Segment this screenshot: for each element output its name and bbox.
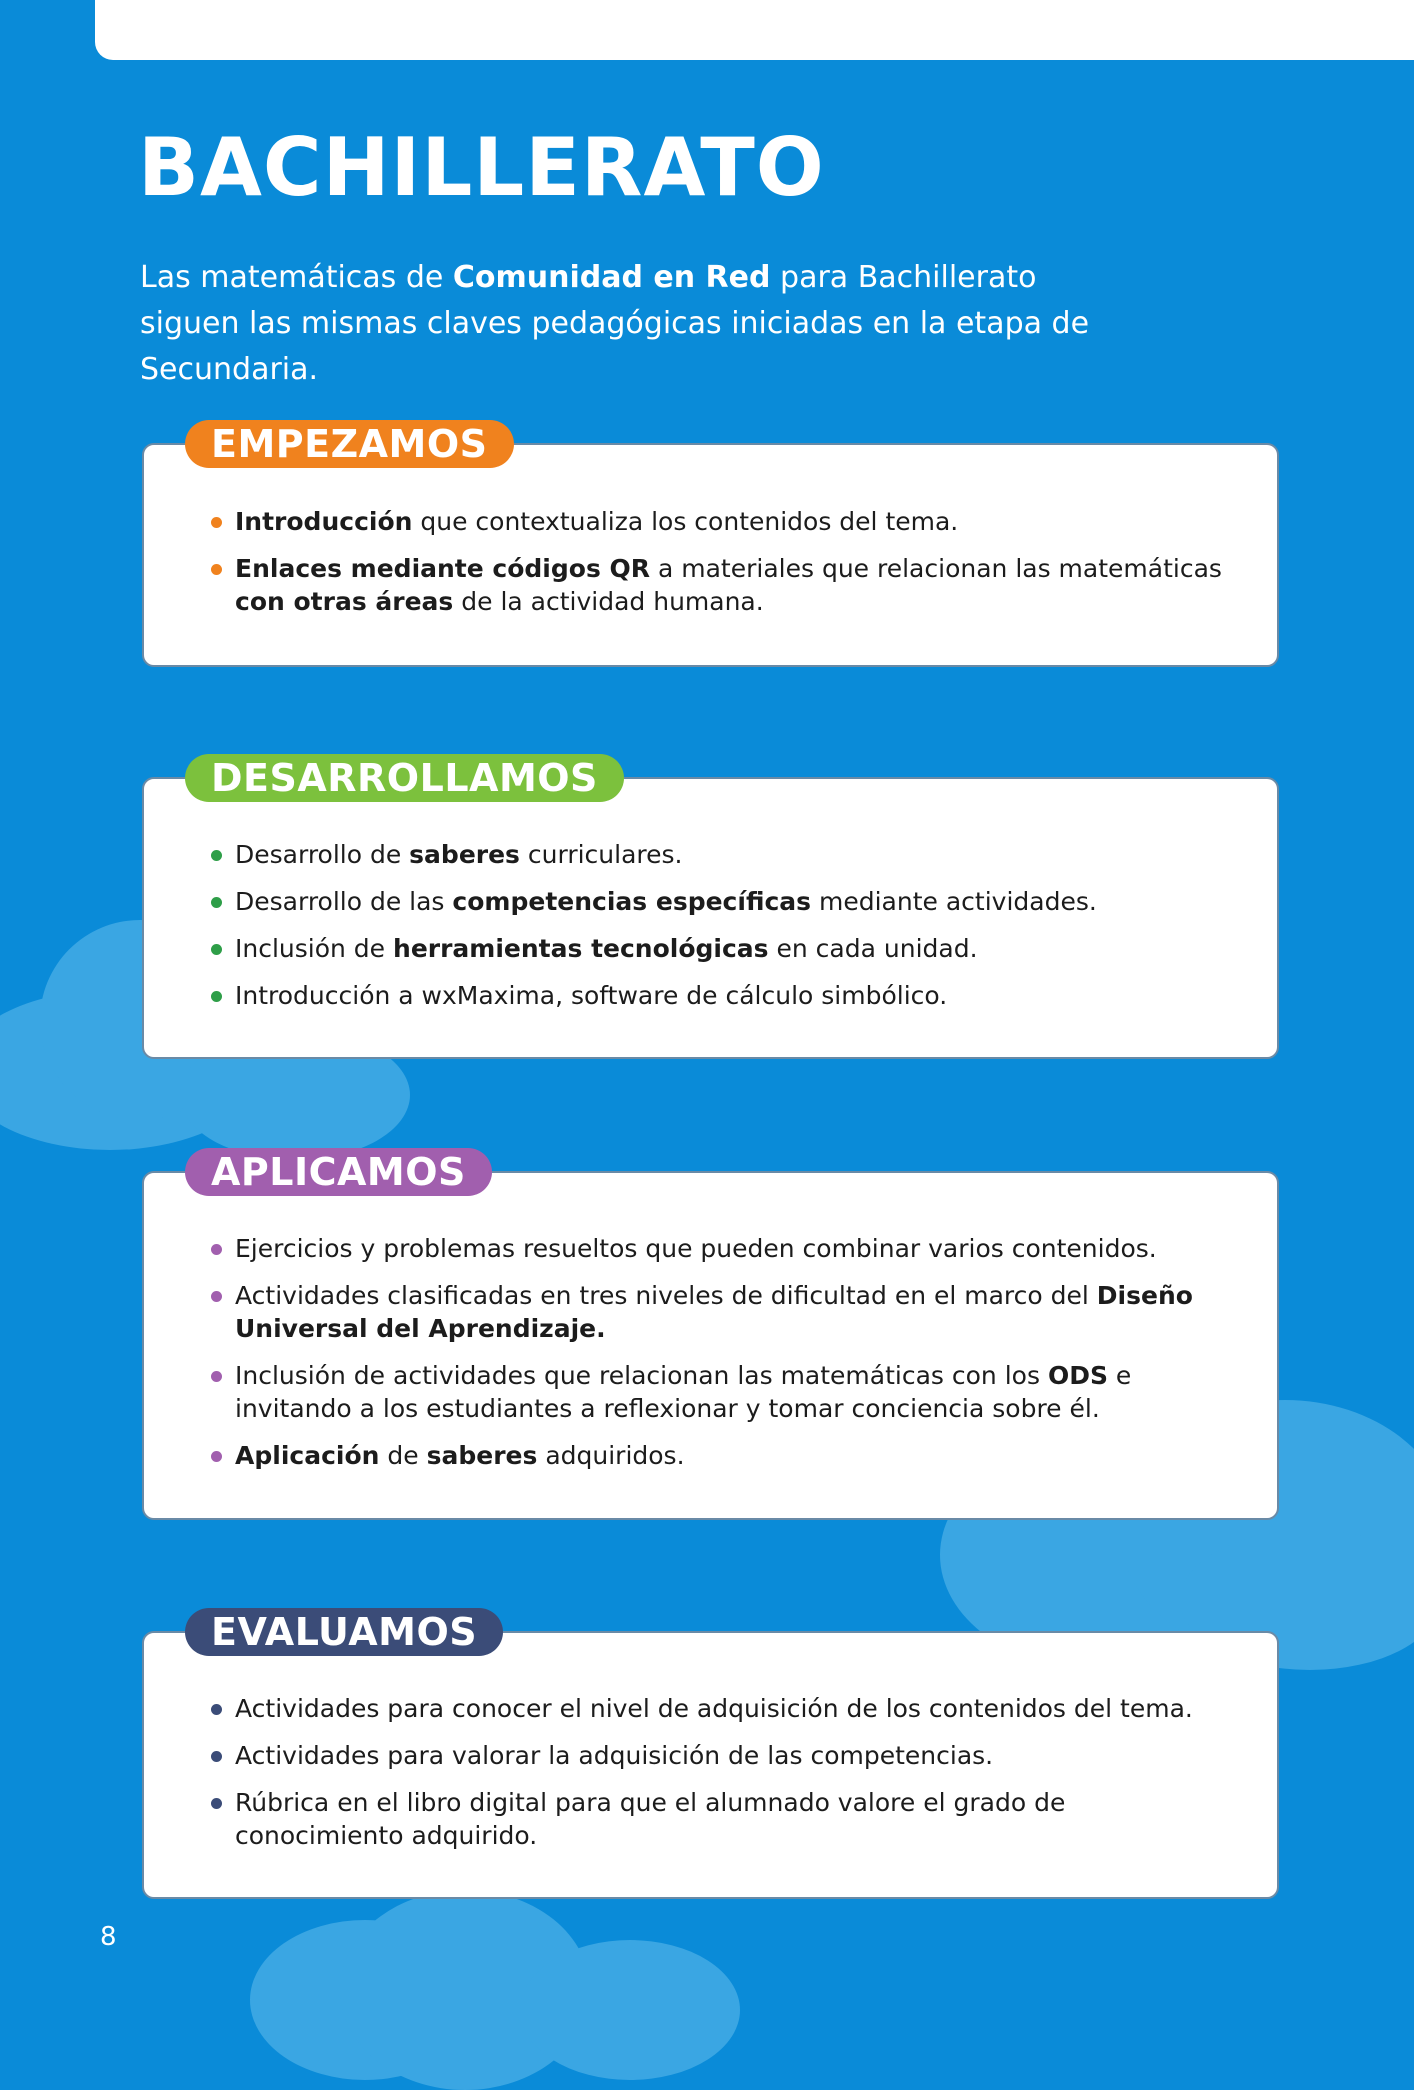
bullet-icon: [211, 517, 222, 528]
list-item: Inclusión de herramientas tecnológicas en cada unidad.: [235, 932, 1235, 965]
list-empezamos: [235, 505, 1235, 632]
list-item: Enlaces mediante códigos QR a materiales que relacionan las matemáticas con otras áreas de la actividad humana.: [235, 552, 1235, 618]
bullet-icon: [211, 564, 222, 575]
list-item: Actividades clasificadas en tres niveles de dificultad en el marco del Diseño Universal del Aprendizaje.: [235, 1279, 1235, 1345]
list-item: Actividades para conocer el nivel de adquisición de los contenidos del tema.: [235, 1692, 1235, 1725]
page-title: BACHILLERATO: [138, 121, 825, 214]
bullet-icon: [211, 1451, 222, 1462]
list-evaluamos: [235, 1692, 1235, 1866]
bullet-icon: [211, 1704, 222, 1715]
list-item: Introducción a wxMaxima, software de cálculo simbólico.: [235, 979, 1235, 1012]
bullet-icon: [211, 1751, 222, 1762]
bullet-icon: [211, 897, 222, 908]
list-item: Actividades para valorar la adquisición de las competencias.: [235, 1739, 1235, 1772]
list-aplicamos: [235, 1232, 1235, 1486]
list-item: Desarrollo de saberes curriculares.: [235, 838, 1235, 871]
tag-empezamos: EMPEZAMOS: [185, 420, 514, 468]
bullet-icon: [211, 1244, 222, 1255]
list-item: Desarrollo de las competencias específicas mediante actividades.: [235, 885, 1235, 918]
list-desarrollamos: [235, 838, 1235, 1026]
bullet-icon: [211, 850, 222, 861]
list-item: Rúbrica en el libro digital para que el alumnado valore el grado de conocimiento adquirido.: [235, 1786, 1235, 1852]
tag-aplicamos: APLICAMOS: [185, 1148, 492, 1196]
bullet-icon: [211, 991, 222, 1002]
bullet-icon: [211, 944, 222, 955]
list-item: Inclusión de actividades que relacionan las matemáticas con los ODS e invitando a los estudiantes a reflexionar y tomar conciencia sobre él.: [235, 1359, 1235, 1425]
list-item: Introducción que contextualiza los contenidos del tema.: [235, 505, 1235, 538]
bullet-icon: [211, 1798, 222, 1809]
intro-text: Las matemáticas de Comunidad en Red para Bachillerato siguen las mismas claves pedagógicas iniciadas en la etapa de Secundaria.: [140, 260, 1090, 387]
tag-evaluamos: EVALUAMOS: [185, 1608, 503, 1656]
list-item: Aplicación de saberes adquiridos.: [235, 1439, 1235, 1472]
bullet-icon: [211, 1291, 222, 1302]
page-number: 8: [100, 1922, 117, 1952]
bullet-icon: [211, 1371, 222, 1382]
header-bar: [95, 0, 1414, 60]
tag-desarrollamos: DESARROLLAMOS: [185, 754, 624, 802]
list-item: Ejercicios y problemas resueltos que pueden combinar varios contenidos.: [235, 1232, 1235, 1265]
